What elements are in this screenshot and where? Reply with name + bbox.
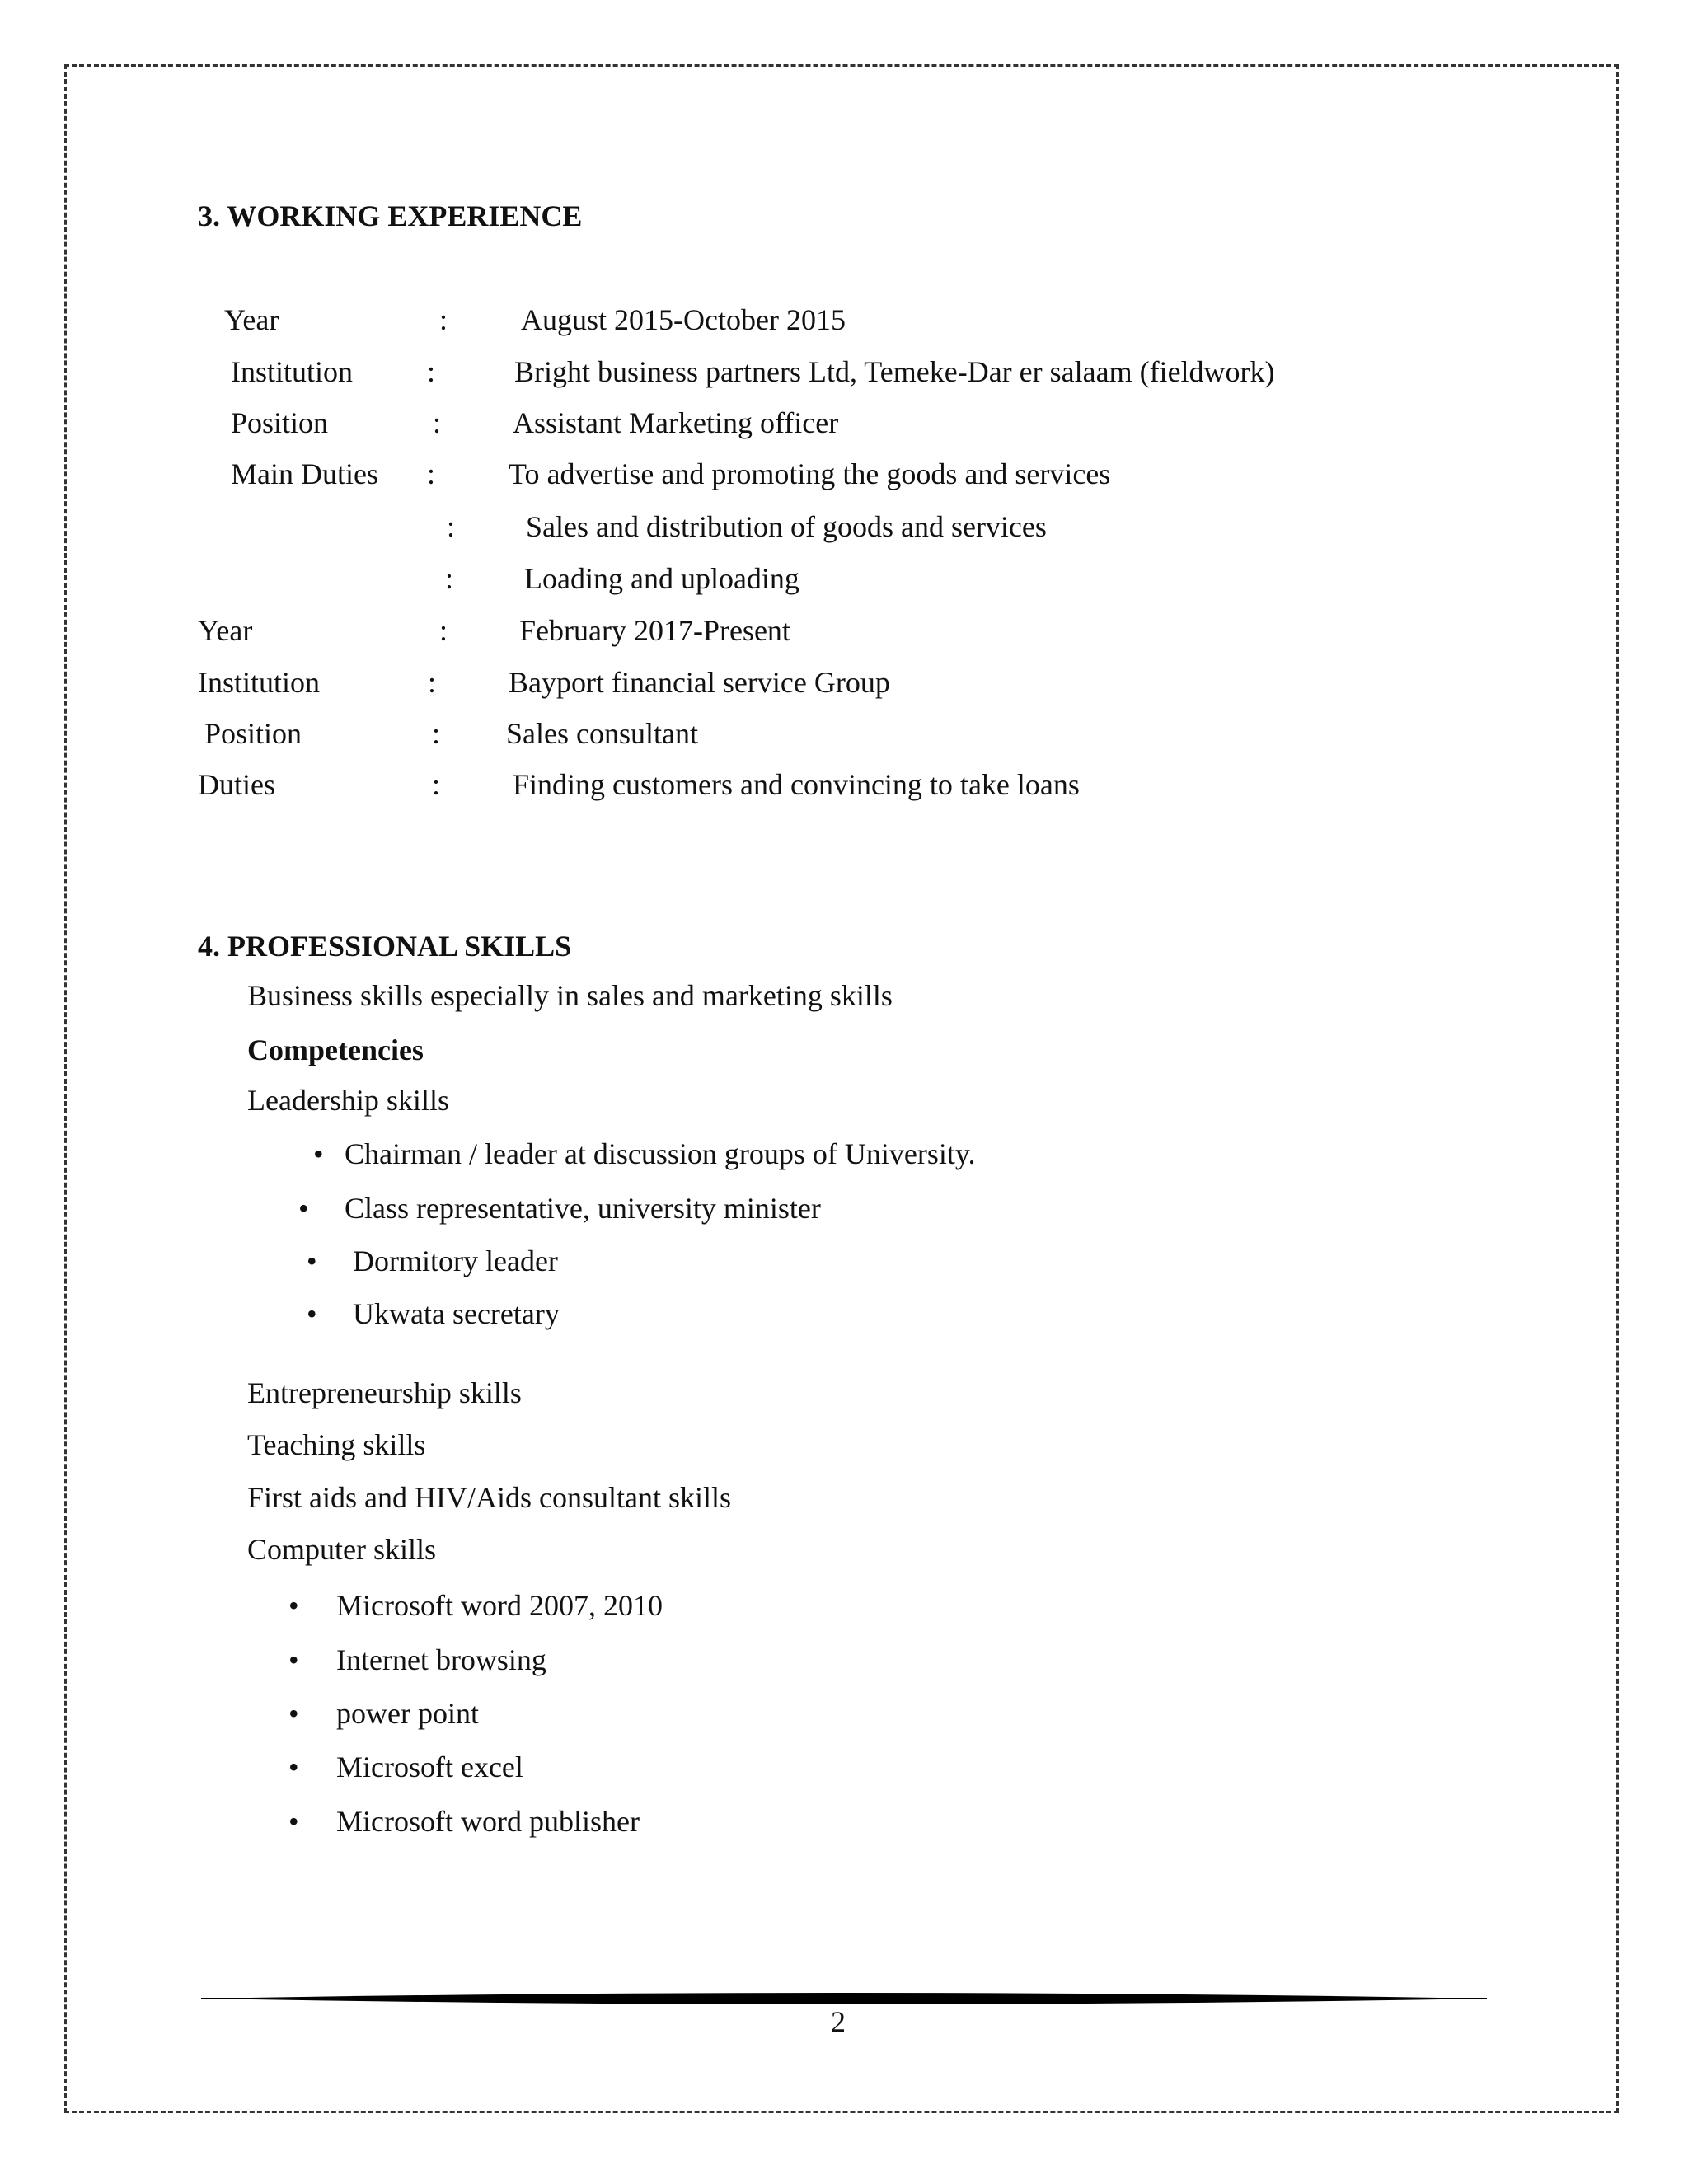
skills-intro: Business skills especially in sales and marketing skills: [247, 979, 893, 1012]
computer-item: Microsoft word 2007, 2010: [336, 1589, 663, 1622]
bullet-icon: •: [288, 1697, 299, 1730]
job2-position-label: Position: [204, 717, 302, 750]
computer-item: power point: [336, 1697, 479, 1730]
job1-institution: Bright business partners Ltd, Temeke-Dar er salaam (fieldwork): [514, 355, 1275, 388]
colon: :: [428, 666, 437, 699]
page-number: 2: [831, 2005, 846, 2038]
colon: :: [432, 717, 441, 750]
leadership-item: Dormitory leader: [353, 1244, 558, 1277]
computer-item: Internet browsing: [336, 1643, 546, 1676]
bullet-icon: •: [313, 1137, 324, 1170]
job1-duty: Sales and distribution of goods and services: [526, 510, 1047, 543]
leadership-item: Chairman / leader at discussion groups of University.: [345, 1137, 976, 1170]
bullet-icon: •: [288, 1589, 299, 1622]
colon: :: [433, 406, 442, 439]
job2-duties-label: Duties: [198, 768, 275, 801]
job1-year-label: Year: [224, 303, 279, 336]
job2-duties: Finding customers and convincing to take loans: [513, 768, 1080, 801]
bullet-icon: •: [307, 1297, 317, 1330]
colon: :: [439, 303, 448, 336]
leadership-heading: Leadership skills: [247, 1084, 449, 1117]
job1-position-label: Position: [231, 406, 329, 439]
competencies-heading: Competencies: [247, 1033, 424, 1066]
entrepreneurship-skills: Entrepreneurship skills: [247, 1376, 522, 1409]
job1-position: Assistant Marketing officer: [513, 406, 839, 439]
computer-skills-heading: Computer skills: [247, 1533, 437, 1566]
leadership-item: Ukwata secretary: [353, 1297, 560, 1330]
teaching-skills: Teaching skills: [247, 1428, 426, 1461]
colon: :: [427, 355, 436, 388]
bullet-icon: •: [298, 1192, 309, 1225]
colon: :: [439, 614, 448, 647]
computer-item: Microsoft excel: [336, 1750, 523, 1783]
leadership-item: Class representative, university minister: [345, 1192, 821, 1225]
bullet-icon: •: [307, 1244, 317, 1277]
job1-duty: To advertise and promoting the goods and services: [509, 457, 1111, 490]
colon: :: [432, 768, 441, 801]
computer-item: Microsoft word publisher: [336, 1805, 640, 1838]
job1-duties-label: Main Duties: [231, 457, 378, 490]
job2-institution-label: Institution: [198, 666, 321, 699]
section-title-professional-skills: 4. PROFESSIONAL SKILLS: [198, 930, 572, 963]
job2-institution: Bayport financial service Group: [509, 666, 890, 699]
bullet-icon: •: [288, 1750, 299, 1783]
job1-duty: Loading and uploading: [524, 562, 799, 595]
job2-position: Sales consultant: [506, 717, 698, 750]
bullet-icon: •: [288, 1805, 299, 1838]
job1-year: August 2015-October 2015: [521, 303, 846, 336]
colon: :: [445, 562, 454, 595]
job2-year-label: Year: [198, 614, 253, 647]
first-aid-skills: First aids and HIV/Aids consultant skills: [247, 1481, 731, 1514]
colon: :: [427, 457, 436, 490]
job2-year: February 2017-Present: [519, 614, 790, 647]
colon: :: [447, 510, 456, 543]
section-title-working-experience: 3. WORKING EXPERIENCE: [198, 199, 583, 232]
bullet-icon: •: [288, 1643, 299, 1676]
job1-institution-label: Institution: [231, 355, 354, 388]
